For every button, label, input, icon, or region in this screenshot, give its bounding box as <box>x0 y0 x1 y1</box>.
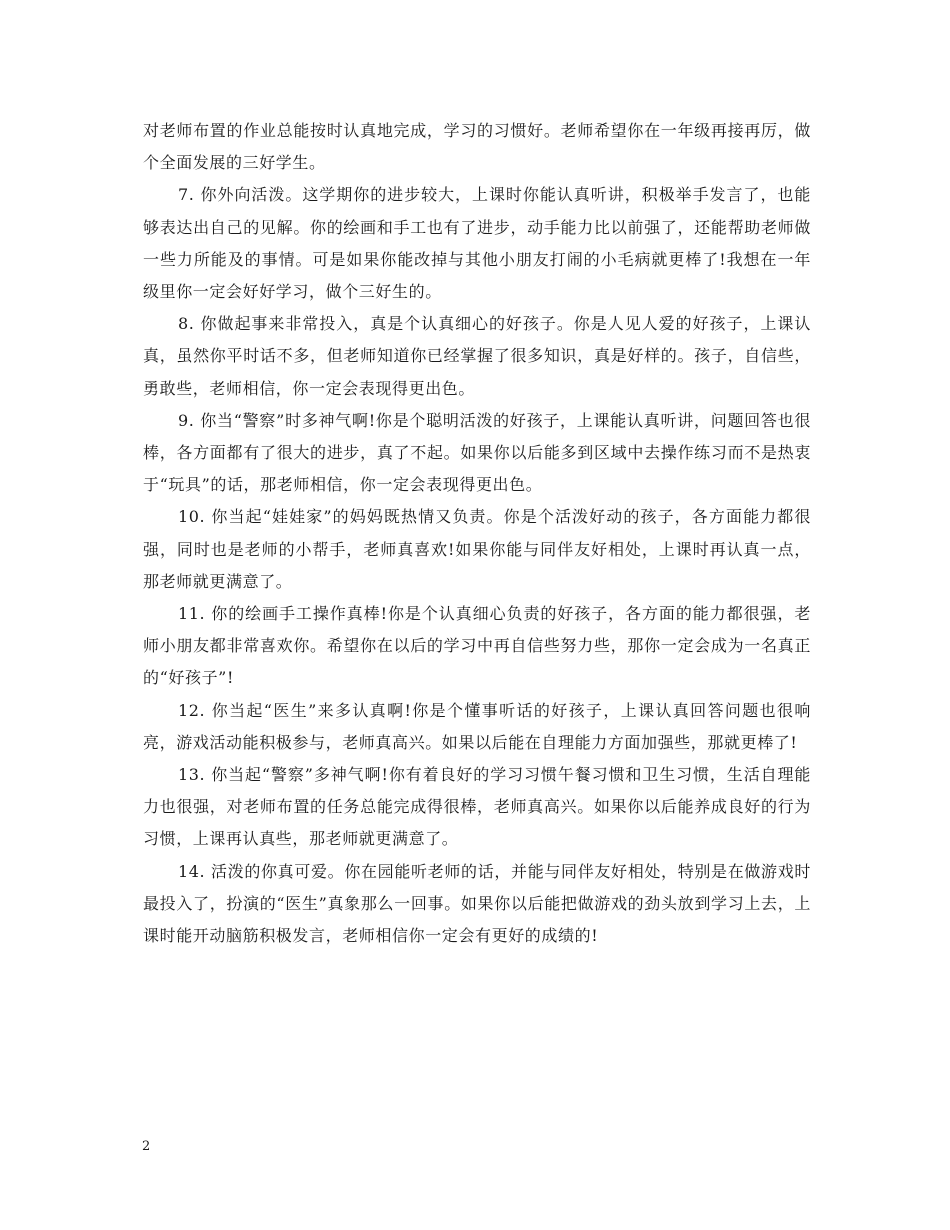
paragraph-comment-11: 11. 你的绘画手工操作真棒!你是个认真细心负责的好孩子，各方面的能力都很强，老师小朋友都非常喜欢你。希望你在以后的学习中再自信些努力些，那你一定会成为一名真正的“好孩子”! <box>143 604 811 688</box>
page-number: 2 <box>142 1139 151 1154</box>
paragraph-continuation: 对老师布置的作业总能按时认真地完成，学习的习惯好。老师希望你在一年级再接再厉，做个全面发展的三好学生。 <box>143 121 811 173</box>
paragraph-comment-8: 8. 你做起事来非常投入，真是个认真细心的好孩子。你是人见人爱的好孩子，上课认真，虽然你平时话不多，但老师知道你已经掌握了很多知识，真是好样的。孩子，自信些，勇敢些，老师相信，你一定会表现得更出色。 <box>143 314 811 398</box>
paragraph-comment-12: 12. 你当起“医生”来多认真啊!你是个懂事听话的好孩子，上课认真回答问题也很响亮，游戏活动能积极参与，老师真高兴。如果以后能在自理能力方面加强些，那就更棒了! <box>143 700 811 752</box>
paragraph-comment-13: 13. 你当起“警察”多神气啊!你有着良好的学习习惯午餐习惯和卫生习惯，生活自理能力也很强，对老师布置的任务总能完成得很棒，老师真高兴。如果你以后能养成良好的行为习惯，上课再认真些，那老师就更满意了。 <box>143 765 811 849</box>
paragraph-comment-10: 10. 你当起“娃娃家”的妈妈既热情又负责。你是个活泼好动的孩子，各方面能力都很强，同时也是老师的小帮手，老师真喜欢!如果你能与同伴友好相处，上课时再认真一点，那老师就更满意了。 <box>143 507 811 591</box>
paragraph-comment-14: 14. 活泼的你真可爱。你在园能听老师的话，并能与同伴友好相处，特别是在做游戏时最投入了，扮演的“医生”真象那么一回事。如果你以后能把做游戏的劲头放到学习上去，上课时能开动脑筋积极发言，老师相信你一定会有更好的成绩的! <box>143 861 811 946</box>
document-body <box>143 115 811 952</box>
paragraph-comment-9: 9. 你当“警察”时多神气啊!你是个聪明活泼的好孩子，上课能认真听讲，问题回答也很棒，各方面都有了很大的进步，真了不起。如果你以后能多到区域中去操作练习而不是热衷于“玩具”的话，那老师相信，你一定会表现得更出色。 <box>143 410 811 495</box>
paragraph-comment-7: 7. 你外向活泼。这学期你的进步较大，上课时你能认真听讲，积极举手发言了，也能够表达出自己的见解。你的绘画和手工也有了进步，动手能力比以前强了，还能帮助老师做一些力所能及的事情。可是如果你能改掉与其他小朋友打闹的小毛病就更棒了!我想在一年级里你一定会好好学习，做个三好生的。 <box>143 185 811 302</box>
